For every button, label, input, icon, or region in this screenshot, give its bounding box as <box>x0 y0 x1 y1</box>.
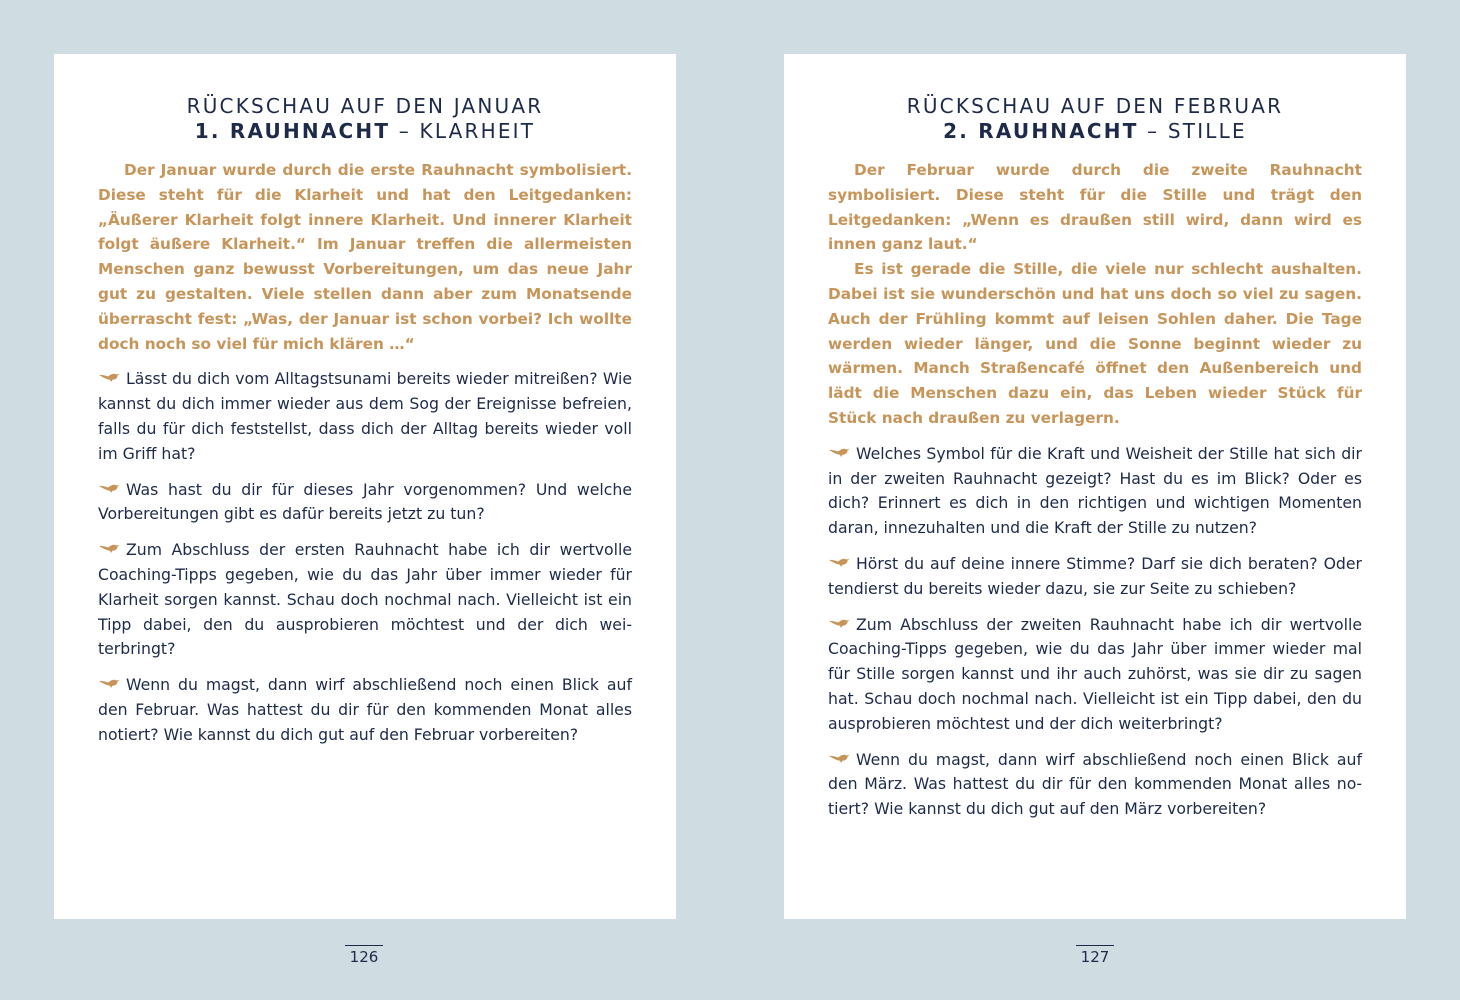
bird-icon <box>98 537 122 549</box>
question-paragraph <box>828 747 1362 822</box>
heading-rest: – STILLE <box>1138 119 1247 143</box>
question-paragraph <box>98 537 632 662</box>
left-page <box>54 54 676 919</box>
question-text: Zum Abschluss der zweiten Rauhnacht habe ich dir wertvolle Coaching-Tipps gegeben, wie du das Jahr über immer wieder mal für Stille sorgen kannst und ihr auch zuhörst, was sie dir zu sagen hat. Schau doch nochmal nach. Vielleicht ist ein Tipp dabei, den du ausprobieren möchtest und der dich weiterbringt? <box>828 614 1362 733</box>
question-paragraph <box>828 551 1362 602</box>
bird-icon <box>98 366 122 378</box>
question-text: Was hast du dir für dieses Jahr vorgenommen? Und welche Vorbereitungen gibt es dafür bereits jetzt zu tun? <box>98 479 632 524</box>
page-number-left: 126 <box>345 945 383 966</box>
heading-line1: RÜCKSCHAU AUF DEN JANUAR <box>186 94 544 118</box>
question-paragraph <box>98 477 632 528</box>
intro-text <box>828 158 1362 431</box>
bird-icon <box>828 612 852 624</box>
question-text: Lässt du dich vom Alltagstsunami bereits wieder mitreißen? Wie kannst du dich immer wieder aus dem Sog der Ereignisse befreien, falls du für dich feststellst, dass dich der Alltag bereits wieder voll im Griff hat? <box>98 369 632 463</box>
question-paragraph <box>98 672 632 747</box>
question-text: Hörst du auf deine innere Stimme? Darf sie dich beraten? Oder tendierst du bereits wieder dazu, sie zur Seite zu schieben? <box>828 553 1362 598</box>
heading-bold: 1. RAUHNACHT <box>194 119 391 143</box>
page-number-right: 127 <box>1076 945 1114 966</box>
question-text: Zum Abschluss der ersten Rauhnacht habe ich dir wertvolle Coaching-Tipps gegeben, wie du das Jahr über immer wieder für Klarheit sorgen kannst. Schau doch nochmal nach. Vielleicht ist ein Tipp dabei, den du ausprobieren möchtest und der dich weiterbringt? <box>98 540 632 659</box>
question-text: Wenn du magst, dann wirf abschließend noch einen Blick auf den Februar. Was hattest du dir für den kommenden Monat alles notiert? Wie kannst du dich gut auf den Februar vorbereiten? <box>98 675 632 744</box>
intro-text <box>98 158 632 356</box>
bird-icon <box>98 477 122 489</box>
intro-paragraph: Es ist gerade die Stille, die viele nur schlecht aushalten. Dabei ist sie wunderschön und hat uns doch so viel zu sagen. Auch der Frühling kommt auf leisen Sohlen daher. Die Tage werden wieder länger, und die Sonne beginnt wieder zu wärmen. Manch Straßencafé öffnet den Außenbereich und lädt die Menschen dazu ein, das Leben wieder Stück für Stück nach draußen zu verlagern. <box>828 260 1362 427</box>
question-paragraph <box>828 612 1362 737</box>
page-heading <box>98 94 632 144</box>
heading-bold: 2. RAUHNACHT <box>943 119 1139 143</box>
heading-line2 <box>98 119 632 144</box>
page-heading <box>828 94 1362 144</box>
heading-rest: – KLARHEIT <box>390 119 536 143</box>
intro-paragraph: Der Februar wurde durch die zweite Rauhnacht symbolisiert. Diese steht für die Stille und trägt den Leitgedanken: „Wenn es draußen still wird, dann wird es innen ganz laut.“ <box>828 161 1362 254</box>
question-paragraph <box>828 441 1362 541</box>
question-paragraph <box>98 366 632 466</box>
question-text: Wenn du magst, dann wirf abschließend noch einen Blick auf den März. Was hattest du dir für den kommenden Monat alles notiert? Wie kannst du dich gut auf den März vorbereiten? <box>828 749 1362 819</box>
intro-paragraph: Der Januar wurde durch die erste Rauhnacht symbolisiert. Diese steht für die Klarheit und hat den Leitgedanken: „Äußerer Klarheit folgt innere Klarheit. Und innerer Klarheit folgt äußere Klarheit.“ Im Januar treffen die allermeisten Menschen ganz bewusst Vorbereitungen, um das neue Jahr gut zu gestalten. Viele stellen dann aber zum Monatsende überrascht fest: „Was, der Januar ist schon vorbei? Ich wollte doch noch so viel für mich klären …“ <box>98 161 632 353</box>
question-text: Welches Symbol für die Kraft und Weisheit der Stille hat sich dir in der zweiten Rauhnacht gezeigt? Hast du es im Blick? Oder es dich? Erinnert es dich in den richtigen und wichtigen Momenten daran, innezuhalten und die Kraft der Stille zu nutzen? <box>828 443 1362 538</box>
right-page <box>784 54 1406 919</box>
bird-icon <box>828 747 852 759</box>
bird-icon <box>98 672 122 684</box>
bird-icon <box>828 441 852 453</box>
heading-line1: RÜCKSCHAU AUF DEN FEBRUAR <box>906 94 1284 118</box>
heading-line2 <box>828 119 1362 144</box>
bird-icon <box>828 551 852 563</box>
